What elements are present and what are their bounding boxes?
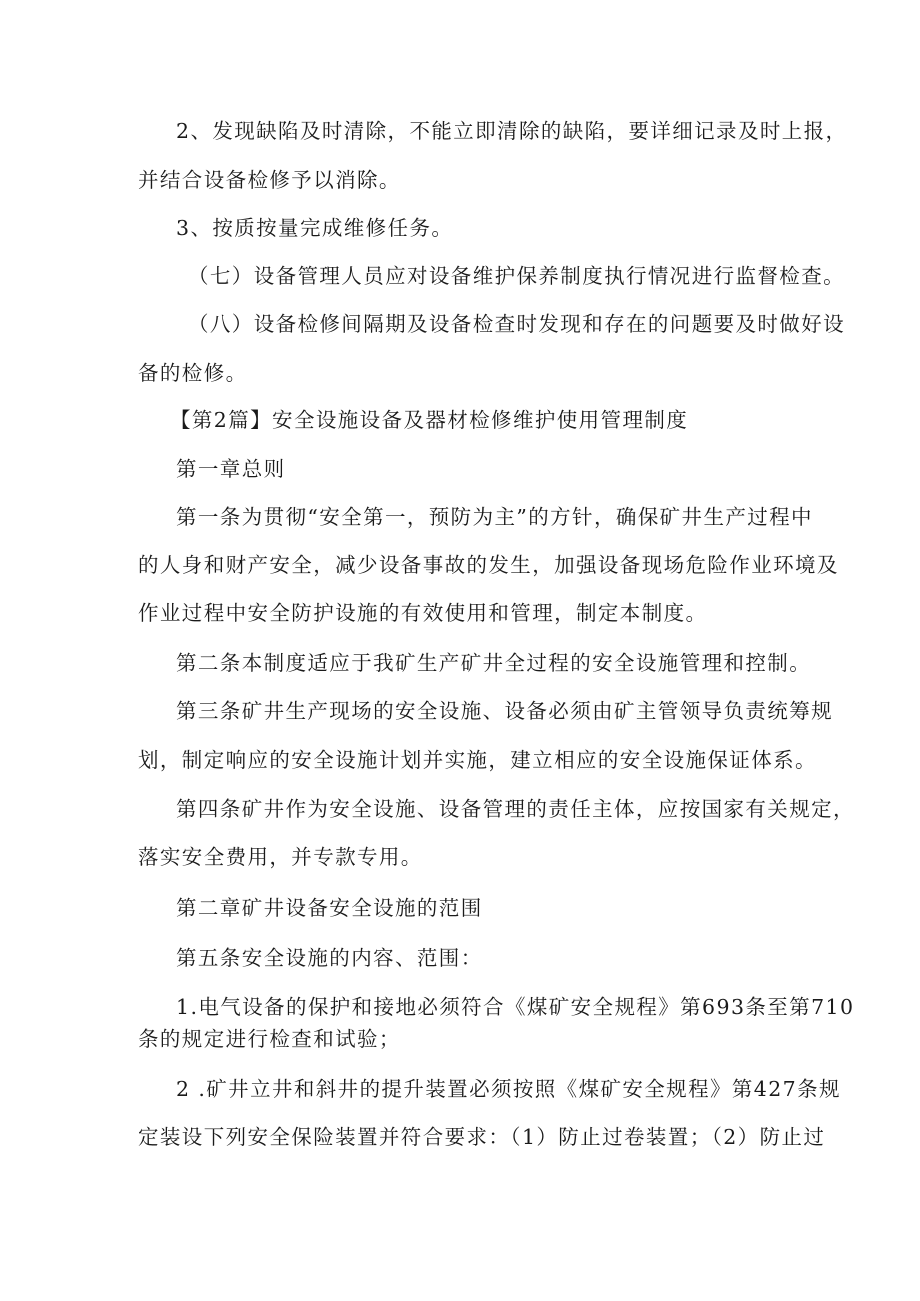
paragraph-line: 备的检修。 [138,361,248,385]
chapter-heading: 第一章总则 [176,457,286,481]
paragraph-line: 第五条安全设施的内容、范围： [176,946,483,970]
paragraph-line: 第四条矿井作为安全设施、设备管理的责任主体，应按国家有关规定， [176,797,855,821]
paragraph-line: 作业过程中安全防护设施的有效使用和管理，制定本制度。 [138,601,708,625]
paragraph-line: 2 .矿井立井和斜井的提升装置必须按照《煤矿安全规程》第427条规 [176,1077,841,1101]
paragraph-line: 第一条为贯彻“安全第一，预防为主”的方针，确保矿井生产过程中 [176,505,813,529]
paragraph-line: 3、按质按量完成维修任务。 [176,216,454,240]
paragraph-line: 落实安全费用，并专款专用。 [138,845,423,869]
paragraph-line: （八）设备检修间隔期及设备检查时发现和存在的问题要及时做好设 [188,312,845,336]
paragraph-line: 1.电气设备的保护和接地必须符合《煤矿安全规程》第693条至第710 [176,995,855,1019]
paragraph-line: 划，制定响应的安全设施计划并实施，建立相应的安全设施保证体系。 [138,748,817,772]
paragraph-line: 条的规定进行检查和试验； [138,1027,401,1051]
paragraph-line: 第三条矿井生产现场的安全设施、设备必须由矿主管领导负责统筹规 [176,699,833,723]
paragraph-line: 定装设下列安全保险装置并符合要求：（1）防止过卷装置；（2）防止过 [138,1125,826,1149]
paragraph-line: （七）设备管理人员应对设备维护保养制度执行情况进行监督检查。 [188,264,845,288]
section-heading: 【第2篇】安全设施设备及器材检修维护使用管理制度 [170,408,689,432]
paragraph-line: 2、发现缺陷及时清除，不能立即清除的缺陷，要详细记录及时上报， [176,119,848,143]
paragraph-line: 并结合设备检修予以消除。 [138,168,401,192]
paragraph-line: 的人身和财产安全，减少设备事故的发生，加强设备现场危险作业环境及 [138,553,839,577]
chapter-heading: 第二章矿井设备安全设施的范围 [176,896,483,920]
paragraph-line: 第二条本制度适应于我矿生产矿井全过程的安全设施管理和控制。 [176,651,812,675]
